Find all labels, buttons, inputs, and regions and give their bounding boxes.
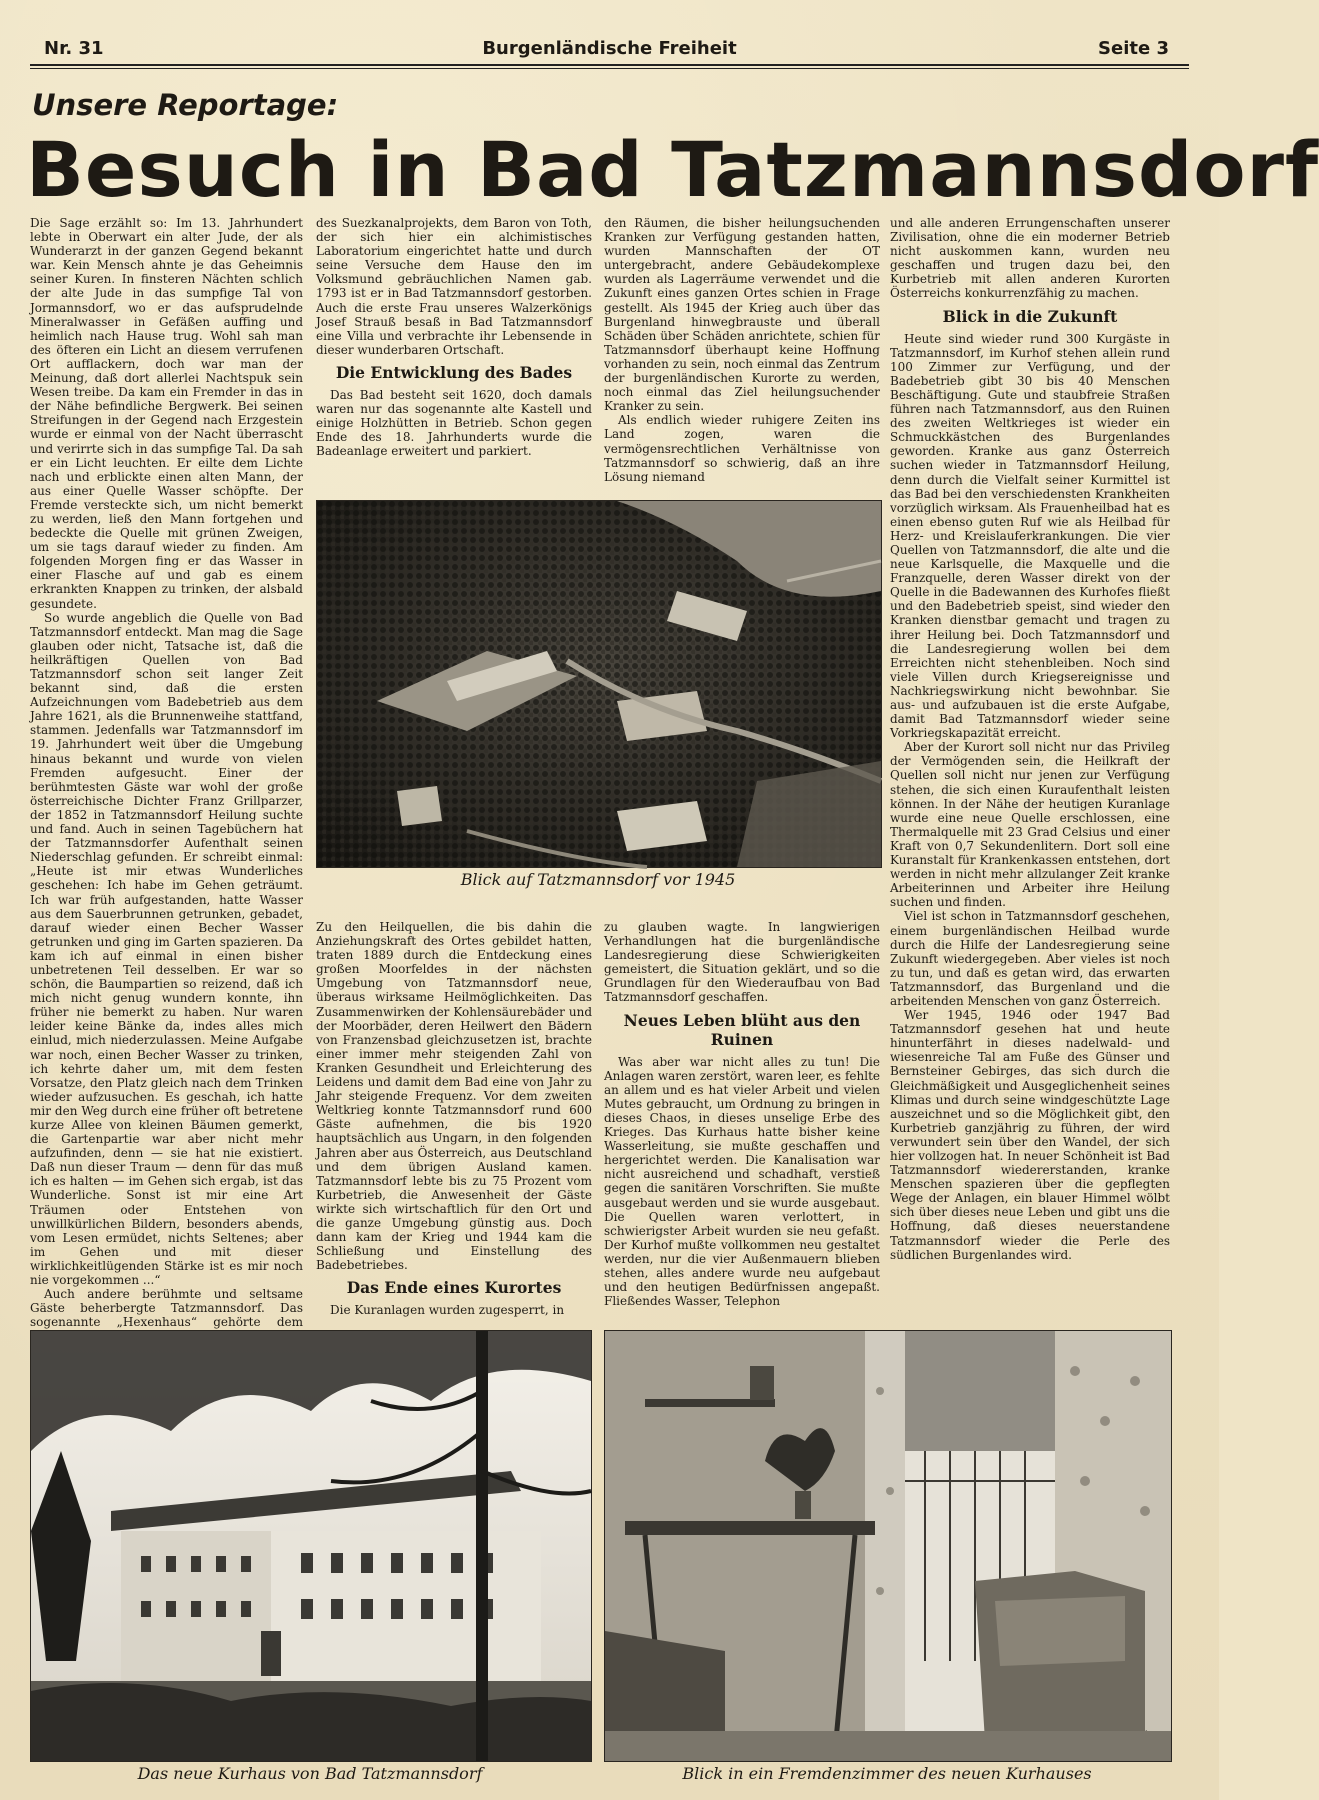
paragraph: Heute sind wieder rund 300 Kurgäste in Tatzmannsdorf, im Kurhof stehen allein rund 100 Zimmer zur Verfügung, und der Badebetrieb gibt 30 bis 40 Menschen Beschäftigung. Gute und staubfreie Straßen führen nach Tatzmannsdorf, aus den Ruinen des zweiten Weltkrieges ist wieder ein Schmuckkästchen des Burgenlandes geworden. Kranke aus ganz Österreich suchen wieder in Tatzmannsdorf Heilung, denn durch die Vielfalt seiner Kurmittel ist das Bad bei den verschiedensten Krankheiten vorzüglich wirksam. Als Frauenheilbad hat es einen ebenso guten Ruf wie als Heilbad für Herz- und Kreislauferkrankungen. Die vier Quellen von Tatzmannsdorf, die alte und die neue Karlsquelle, die Maxquelle und die Franzquelle, deren Wasser direkt von der Quelle in die Badewannen des Kurhofes fließt und den Badebetrieb speist, sind wieder den Kranken dienstbar gemacht und tragen zu ihrer Heilung bei. Doch Tatzmannsdorf und die Landesregierung wollen bei dem Erreichten nicht stehenbleiben. Noch sind viele Villen durch Kriegsereignisse und Nachkriegswirkung nicht bewohnbar. Sie aus- und aufzubauen ist die erste Aufgabe, damit Bad Tatzmannsdorf wieder seine Vorkriegskapazität erreicht. [890,331,1170,741]
paragraph: Viel ist schon in Tatzmannsdorf geschehen, einem burgenländischen Heilbad wurde durch die Hilfe der Landesregierung seine Zukunft wiedergegeben. Aber vieles ist noch zu tun, und daß es getan wird, das erwarten Tatzmannsdorf, das Burgenland und die arbeitenden Menschen von ganz Österreich. [890,909,1170,1008]
column-1 [30,216,303,1330]
newspaper-name: Burgenländische Freiheit [482,38,737,59]
caption-room: Blick in ein Fremdenzimmer des neuen Kurhauses [682,1764,1092,1783]
caption-aerial: Blick auf Tatzmannsdorf vor 1945 [460,870,736,889]
aerial-photo-image [317,501,881,867]
subheading: Blick in die Zukunft [942,306,1118,326]
subheading: Das Ende eines Kurortes [346,1278,562,1298]
header-rule-thin [30,68,1189,69]
paragraph: Die Kuranlagen wurden zugesperrt, in [330,1303,565,1318]
room-photo [604,1330,1172,1762]
issue-number: Nr. 31 [44,38,104,59]
caption-kurhaus: Das neue Kurhaus von Bad Tatzmannsdorf [137,1764,483,1783]
paragraph: Aber der Kurort soll nicht nur das Privileg der Vermögenden sein, die Heilkraft der Quellen soll nicht nur jenen zur Verfügung stehen, die sich einen Kuraufenthalt leisten können. In der Nähe der heutigen Kuranlage wurde eine neue Quelle erschlossen, eine Thermalquelle mit 23 Grad Celsius und einer Kraft von 0,7 Sekundenlitern. Dort soll eine Kuranstalt für Krankenkassen entstehen, dort werden in nicht mehr allzulanger Zeit kranke Arbeiterinnen und Arbeiter ihre Heilung suchen und finden. [890,740,1170,910]
paragraph: den Räumen, die bisher heilungsuchenden Kranken zur Verfügung gestanden hatten, wurden Mannschaften der OT untergebracht, andere Gebäudekomplexe wurden als Lagerräume verwendet und die Zukunft eines ganzen Ortes schien in Frage gestellt. Als 1945 der Krieg auch über das Burgenland hinwegbrauste und überall Schäden über Schäden anrichtete, schien für Tatzmannsdorf überhaupt keine Hoffnung vorhanden zu sein, noch einmal das Zentrum der burgenländischen Kurorte zu werden, noch einmal das Ziel heilungsuchender Kranker zu sein. [604,216,880,414]
aerial-photo [316,500,882,868]
paragraph: Als endlich wieder ruhigere Zeiten ins Land zogen, waren die vermögensrechtlichen Verhältnisse von Tatzmannsdorf so schwierig, daß an ihre Lösung niemand [604,413,880,484]
kurhaus-photo-image [31,1331,591,1761]
paragraph: Auch andere berühmte und seltsame Gäste beherbergte Tatzmannsdorf. Das sogenannte „Hexenhaus“ gehörte dem [30,1287,303,1330]
paragraph: Die Sage erzählt so: Im 13. Jahrhundert lebte in Oberwart ein alter Jude, der als Wunderarzt in der ganzen Gegend bekannt war. Kein Mensch ahnte je das Geheimnis seiner Kuren. In finsteren Nächten schlich der alte Jude in das sumpfige Tal von Jormannsdorf, wo er das aufsprudelnde Mineralwasser in Gefäßen auffing und heimlich nach Hause trug. Wohl sah man des öfteren ein Licht an diesem verrufenen Ort aufflackern, doch war man der Meinung, daß dort allerlei Nachtspuk sein Wesen treibe. Da kam ein Fremder in das in der Nähe befindliche Bergwerk. Bei seinen Streifungen in der Gegend nach Erzgestein wurde er einmal von der Nacht überrascht und verirrte sich in das sumpfige Tal. Da sah er ein Licht leuchten. Er eilte dem Lichte nach und erblickte einen alten Mann, der aus einer Quelle Wasser schöpfte. Der Fremde versteckte sich, um nicht bemerkt zu werden, ließ den Mann fortgehen und bedeckte die Quelle mit grünen Zweigen, um sie tags darauf wieder zu finden. Am folgenden Morgen fing er das Wasser in einer Flasche auf und gab es einem erkrankten Knappen zu trinken, der alsbald gesundete. [30,216,303,611]
column-2-top [316,216,592,472]
paragraph: Was aber war nicht alles zu tun! Die Anlagen waren zerstört, waren leer, es fehlte an allem und es hat vieler Arbeit und vielen Mutes gebraucht, um Ordnung zu bringen in dieses Chaos, in dieses unselige Erbe des Krieges. Das Kurhaus hatte bisher keine Wasserleitung, sie mußte geschaffen und hergerichtet werden. Die Kanalisation war nicht ausreichend und schadhaft, verstieß gegen die sanitären Vorschriften. Sie mußte ausgebaut werden und sie wurde ausgebaut. Die Quellen waren verlottert, in schwierigster Arbeit wurden sie neu gefaßt. Der Kurhof mußte vollkommen neu gestaltet werden, nur die vier Außenmauern blieben stehen, alles andere wurde neu aufgebaut und den heutigen Bedürfnissen angepaßt. Fließendes Wasser, Telephon [604,1054,880,1309]
header-rule [30,64,1189,66]
column-2-bottom [316,920,592,1318]
room-photo-image [605,1331,1171,1761]
subheading: Neues Leben blüht aus den Ruinen [623,1010,861,1049]
paragraph: So wurde angeblich die Quelle von Bad Tatzmannsdorf entdeckt. Man mag die Sage glauben oder nicht, Tatsache ist, daß die heilkräftigen Quellen von Bad Tatzmannsdorf schon seit langer Zeit bekannt sind, daß die ersten Aufzeichnungen vom Badebetrieb aus dem Jahre 1621, als die Brunnenweihe stattfand, stammen. Jedenfalls war Tatzmannsdorf im 19. Jahrhundert weit über die Umgebung hinaus bekannt und wurde von vielen Fremden aufgesucht. Einer der berühmtesten Gäste war wohl der große österreichische Dichter Franz Grillparzer, der 1852 in Tatzmannsdorf Heilung suchte und fand. Auch in seinen Tagebüchern hat der Tatzmannsdorfer Aufenthalt seinen Niederschlag gefunden. Er schreibt einmal: „Heute ist mir etwas Wunderliches geschehen: Ich habe im Gehen geträumt. Ich war früh aufgestanden, hatte Wasser aus dem Sauerbrunnen getrunken, gebadet, darauf wieder einen Becher Wasser getrunken und ging im Garten spazieren. Da kam ich auf einmal in einen bisher unbetretenen Teil desselben. Er war so schön, die Baumpartien so reizend, daß ich mich nicht genug wundern konnte, ihn früher nie bemerkt zu haben. Nur waren leider keine Bänke da, indes alles mich einlud, mich niederzulassen. Meine Aufgabe war noch, einen Becher Wasser zu trinken, ich kehrte daher um, mit dem festen Vorsatze, den Platz gleich nach dem Trinken wieder aufzusuchen. Es geschah, ich hatte mir den Weg durch eine früher oft betretene kurze Allee von kleinen Bäumen gemerkt, die Gartenpartie war aber nicht mehr aufzufinden, denn — sie hat nie existiert. Daß nun dieser Traum — denn für das muß ich es halten — im Gehen sich ergab, ist das Wunderliche. Sonst ist mir eine Art Träumen oder Entstehen von unwillkürlichen Bildern, besonders abends, vom Lesen ermüdet, nichts Seltenes; aber im Gehen und mit dieser wirklichkeitlügenden Stärke ist es mir noch nie vorgekommen ...“ [30,610,303,1288]
paragraph: des Suezkanalprojekts, dem Baron von Toth, der sich hier ein alchimistisches Laboratorium eingerichtet hatte und durch seine Versuche dem Hause den im Volksmund gebräuchlichen Namen gab. 1793 ist er in Bad Tatzmannsdorf gestorben. Auch die erste Frau unseres Walzerkönigs Josef Strauß besaß in Bad Tatzmannsdorf eine Villa und verbrachte ihr Lebensende in dieser wunderbaren Ortschaft. [316,216,592,357]
page-header [40,34,1179,64]
kurhaus-photo [30,1330,592,1762]
paragraph: Wer 1945, 1946 oder 1947 Bad Tatzmannsdorf gesehen hat und heute hinunterfährt in dieses nadelwald- und wiesenreiche Tal am Fuße des Günser und Bernsteiner Gebirges, das sich durch die Gleichmäßigkeit und Ausgeglichenheit seines Klimas und durch seine windgeschützte Lage auszeichnet und so die Möglichkeit gibt, den Kurbetrieb ganzjährig zu führen, der wird verwundert sein über den Wandel, der sich hier vollzogen hat. In neuer Schönheit ist Bad Tatzmannsdorf wiedererstanden, kranke Menschen spazieren über die gepflegten Wege der Anlagen, ein blauer Himmel wölbt sich über dieses neue Leben und gibt uns die Hoffnung, daß dieses neuerstandene Tatzmannsdorf wieder die Perle des südlichen Burgenlandes wird. [890,1008,1170,1262]
column-3-top [604,216,880,484]
paragraph: Das Bad besteht seit 1620, doch damals waren nur das sogenannte alte Kastell und einige Holzhütten in Betrieb. Schon gegen Ende des 18. Jahrhunderts wurde die Badeanlage erweitert und parkiert. [316,387,592,459]
page-number: Seite 3 [1098,38,1169,59]
paragraph: und alle anderen Errungenschaften unserer Zivilisation, ohne die ein moderner Betrieb nicht auskommen kann, wurden neu geschaffen und trugen dazu bei, den Kurbetrieb mit allen anderen Kurorten Österreichs konkurrenzfähig zu machen. [890,216,1170,301]
paragraph: Zu den Heilquellen, die bis dahin die Anziehungskraft des Ortes gebildet hatten, traten 1889 durch die Entdeckung eines großen Moorfeldes in der nächsten Umgebung von Tatzmannsdorf neue, überaus wirksame Heilmöglichkeiten. Das Zusammenwirken der Kohlensäurebäder und der Moorbäder, deren Heilwert den Bädern von Franzensbad gleichzusetzen ist, brachte einer immer mehr steigenden Zahl von Kranken Gesundheit und Erleichterung des Leidens und damit dem Bad eine von Jahr zu Jahr steigende Frequenz. Vor dem zweiten Weltkrieg konnte Tatzmannsdorf rund 600 Gäste aufnehmen, die bis 1920 hauptsächlich aus Ungarn, in den folgenden Jahren aber aus Österreich, aus Deutschland und dem übrigen Ausland kamen. Tatzmannsdorf lebte bis zu 75 Prozent vom Kurbetrieb, die Anwesenheit der Gäste wirkte sich wirtschaftlich für den Ort und die ganze Umgebung günstig aus. Doch dann kam der Krieg und 1944 kam die Schließung und Einstellung des Badebetriebes. [316,920,592,1273]
section-kicker: Unsere Reportage: [32,88,339,122]
column-4 [890,216,1170,1310]
column-3-bottom [604,920,880,1312]
headline: Besuch in Bad Tatzmannsdorf [26,125,1319,214]
subheading: Die Entwicklung des Bades [335,362,573,382]
paragraph: zu glauben wagte. In langwierigen Verhandlungen hat die burgenländische Landesregierung diese Schwierigkeiten gemeistert, die Situation geklärt, und so die Grundlagen für den Wiederaufbau von Bad Tatzmannsdorf geschaffen. [604,920,880,1005]
